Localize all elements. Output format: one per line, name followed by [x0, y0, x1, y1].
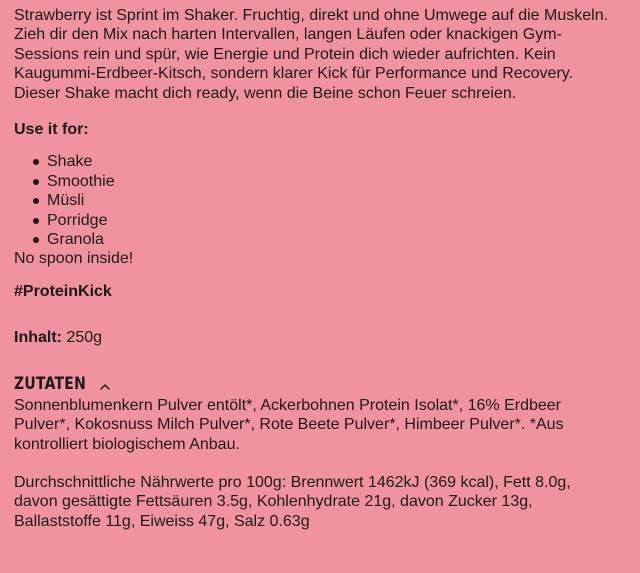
content-amount: [14, 328, 614, 347]
use-it-for-heading: Use it for:: [14, 121, 89, 139]
list-item: Porridge: [33, 211, 614, 230]
list-item: Granola: [33, 230, 614, 249]
nutrition-facts: Durchschnittliche Nährwerte pro 100g: Brennwert 1462kJ (369 kcal), Fett 8.0g, davon gesättigte Fettsäuren 3.5g, Kohlenhydrate 21g, davon Zucker 13g, Ballaststoffe 11g, Eiweiss 47g, Salz 0.63g: [14, 473, 571, 530]
no-spoon-note: No spoon inside!: [14, 250, 134, 268]
content-amount-value: 250g: [66, 329, 103, 347]
use-it-for-list: [14, 152, 614, 249]
list-item: Müsli: [33, 191, 614, 210]
chevron-up-icon[interactable]: [98, 380, 112, 394]
bullet-icon: [33, 218, 39, 224]
bullet-icon: [33, 159, 39, 165]
ingredients-text: Sonnenblumenkern Pulver entölt*, Ackerbohnen Protein Isolat*, 16% Erdbeer Pulver*, Kokosnuss Milch Pulver*, Rote Beete Pulver*, Himbeer Pulver*. *Aus kontrolliert biologischem Anbau.: [14, 396, 564, 453]
content-amount-label: Inhalt:: [14, 329, 62, 347]
bullet-icon: [33, 179, 39, 185]
product-description-panel: [14, 6, 614, 531]
bullet-icon: [33, 237, 39, 243]
hashtag: #ProteinKick: [14, 282, 112, 300]
list-item: Smoothie: [33, 172, 614, 191]
ingredients-title: ZUTATEN: [14, 373, 86, 394]
bullet-icon: [33, 198, 39, 204]
list-item: Shake: [33, 152, 614, 171]
product-description: Strawberry ist Sprint im Shaker. Fruchtig, direkt und ohne Umwege auf die Muskeln. Zieh dir den Mix nach harten Intervallen, langen Läufen oder knackigen Gym-Sessions rein und spür, wie Energie und Protein dich wieder aufrichten. Kein Kaugummi-Erdbeer-Kitsch, sondern klarer Kick für Performance und Recovery. Dieser Shake macht dich ready, wenn die Beine schon Feuer schreien.: [14, 7, 609, 102]
ingredients-accordion-header[interactable]: [14, 375, 614, 395]
